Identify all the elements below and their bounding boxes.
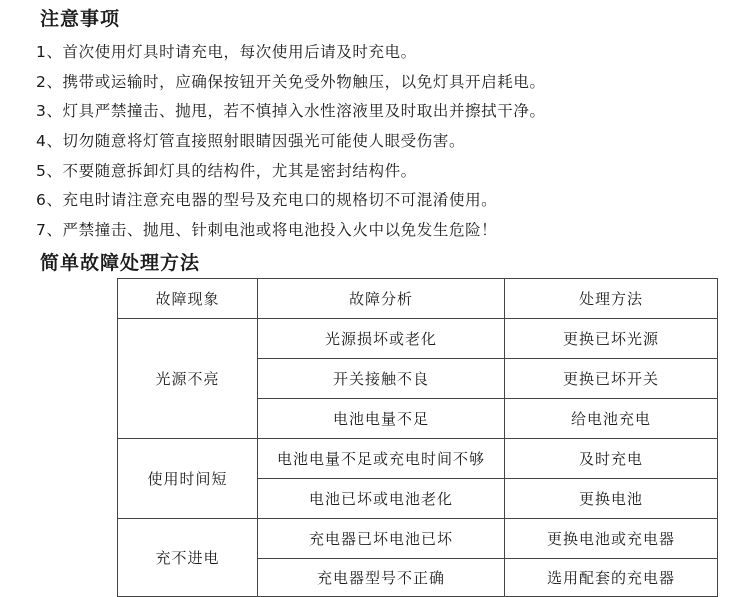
notes-list bbox=[36, 38, 546, 246]
solution-cell: 更换电池 bbox=[505, 479, 718, 519]
table-header-row bbox=[118, 279, 718, 319]
table-row bbox=[118, 319, 718, 359]
symptom-cell: 光源不亮 bbox=[118, 319, 258, 439]
note-item: 3、灯具严禁撞击、抛甩，若不慎掉入水性溶液里及时取出并擦拭干净。 bbox=[36, 102, 546, 121]
note-item: 5、不要随意拆卸灯具的结构件，尤其是密封结构件。 bbox=[36, 161, 417, 180]
troubleshooting-title: 简单故障处理方法 bbox=[40, 252, 201, 274]
notes-title: 注意事项 bbox=[40, 8, 121, 30]
analysis-cell: 电池电量不足或充电时间不够 bbox=[258, 439, 505, 479]
note-item: 7、严禁撞击、抛甩、针刺电池或将电池投入火中以免发生危险！ bbox=[36, 221, 498, 240]
troubleshooting-table bbox=[117, 278, 718, 597]
analysis-cell: 光源损坏或老化 bbox=[258, 319, 505, 359]
analysis-cell: 电池已坏或电池老化 bbox=[258, 479, 505, 519]
table-row bbox=[118, 519, 718, 559]
solution-cell: 更换已坏光源 bbox=[505, 319, 718, 359]
symptom-cell: 充不进电 bbox=[118, 519, 258, 597]
solution-cell: 给电池充电 bbox=[505, 399, 718, 439]
header-analysis: 故障分析 bbox=[258, 279, 505, 319]
table-row bbox=[118, 439, 718, 479]
note-item: 2、携带或运输时，应确保按钮开关免受外物触压，以免灯具开启耗电。 bbox=[36, 72, 546, 91]
analysis-cell: 开关接触不良 bbox=[258, 359, 505, 399]
solution-cell: 及时充电 bbox=[505, 439, 718, 479]
analysis-cell: 充电器已坏电池已坏 bbox=[258, 519, 505, 559]
analysis-cell: 电池电量不足 bbox=[258, 399, 505, 439]
note-item: 1、首次使用灯具时请充电，每次使用后请及时充电。 bbox=[36, 43, 417, 61]
header-solution: 处理方法 bbox=[505, 279, 718, 319]
solution-cell: 更换电池或充电器 bbox=[505, 519, 718, 559]
note-item: 6、充电时请注意充电器的型号及充电口的规格切不可混淆使用。 bbox=[36, 191, 498, 210]
analysis-cell: 充电器型号不正确 bbox=[258, 559, 505, 597]
symptom-cell: 使用时间短 bbox=[118, 439, 258, 519]
solution-cell: 选用配套的充电器 bbox=[505, 559, 718, 597]
header-symptom: 故障现象 bbox=[118, 279, 258, 319]
note-item: 4、切勿随意将灯管直接照射眼睛因强光可能使人眼受伤害。 bbox=[36, 132, 466, 151]
solution-cell: 更换已坏开关 bbox=[505, 359, 718, 399]
